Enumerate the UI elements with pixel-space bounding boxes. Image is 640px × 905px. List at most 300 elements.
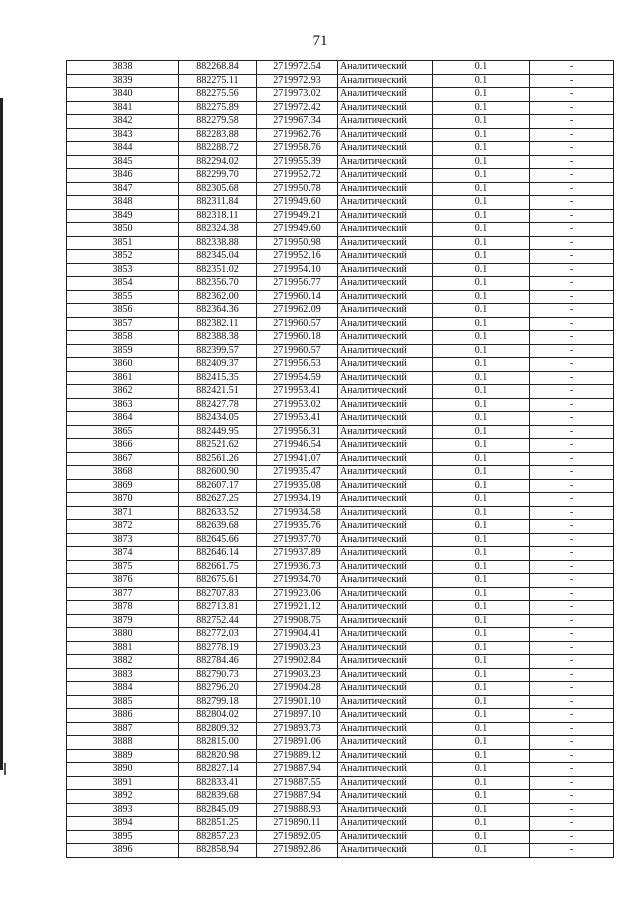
- description-cell: -: [530, 142, 614, 156]
- description-cell: -: [530, 830, 614, 844]
- description-cell: -: [530, 331, 614, 345]
- accuracy-cell: 0.1: [433, 628, 530, 642]
- accuracy-cell: 0.1: [433, 263, 530, 277]
- method-cell: Аналитический: [338, 574, 433, 588]
- point-number-cell: 3890: [67, 763, 179, 777]
- description-cell: -: [530, 223, 614, 237]
- description-cell: -: [530, 398, 614, 412]
- y-coordinate-cell: 2719923.06: [257, 587, 338, 601]
- description-cell: -: [530, 776, 614, 790]
- point-number-cell: 3838: [67, 61, 179, 75]
- table-row: [67, 223, 614, 237]
- y-coordinate-cell: 2719954.10: [257, 263, 338, 277]
- accuracy-cell: 0.1: [433, 547, 530, 561]
- table-row: [67, 709, 614, 723]
- table-row: [67, 317, 614, 331]
- table-row: [67, 331, 614, 345]
- method-cell: Аналитический: [338, 830, 433, 844]
- point-number-cell: 3876: [67, 574, 179, 588]
- point-number-cell: 3885: [67, 695, 179, 709]
- accuracy-cell: 0.1: [433, 830, 530, 844]
- y-coordinate-cell: 2719972.93: [257, 74, 338, 88]
- point-number-cell: 3888: [67, 736, 179, 750]
- y-coordinate-cell: 2719954.59: [257, 371, 338, 385]
- point-number-cell: 3886: [67, 709, 179, 723]
- method-cell: Аналитический: [338, 358, 433, 372]
- table-row: [67, 547, 614, 561]
- method-cell: Аналитический: [338, 763, 433, 777]
- accuracy-cell: 0.1: [433, 155, 530, 169]
- x-coordinate-cell: 882633.52: [179, 506, 257, 520]
- y-coordinate-cell: 2719973.02: [257, 88, 338, 102]
- description-cell: -: [530, 61, 614, 75]
- point-number-cell: 3896: [67, 844, 179, 858]
- point-number-cell: 3861: [67, 371, 179, 385]
- table-row: [67, 479, 614, 493]
- y-coordinate-cell: 2719935.47: [257, 466, 338, 480]
- x-coordinate-cell: 882345.04: [179, 250, 257, 264]
- point-number-cell: 3852: [67, 250, 179, 264]
- coordinates-table-body: [67, 61, 614, 858]
- method-cell: Аналитический: [338, 547, 433, 561]
- table-row: [67, 533, 614, 547]
- accuracy-cell: 0.1: [433, 304, 530, 318]
- point-number-cell: 3880: [67, 628, 179, 642]
- description-cell: -: [530, 803, 614, 817]
- x-coordinate-cell: 882521.62: [179, 439, 257, 453]
- y-coordinate-cell: 2719956.53: [257, 358, 338, 372]
- accuracy-cell: 0.1: [433, 574, 530, 588]
- point-number-cell: 3850: [67, 223, 179, 237]
- accuracy-cell: 0.1: [433, 803, 530, 817]
- table-row: [67, 169, 614, 183]
- x-coordinate-cell: 882409.37: [179, 358, 257, 372]
- accuracy-cell: 0.1: [433, 817, 530, 831]
- description-cell: -: [530, 236, 614, 250]
- accuracy-cell: 0.1: [433, 493, 530, 507]
- method-cell: Аналитический: [338, 182, 433, 196]
- description-cell: -: [530, 182, 614, 196]
- description-cell: -: [530, 641, 614, 655]
- accuracy-cell: 0.1: [433, 142, 530, 156]
- x-coordinate-cell: 882839.68: [179, 790, 257, 804]
- y-coordinate-cell: 2719958.76: [257, 142, 338, 156]
- method-cell: Аналитический: [338, 263, 433, 277]
- point-number-cell: 3855: [67, 290, 179, 304]
- description-cell: -: [530, 439, 614, 453]
- table-row: [67, 776, 614, 790]
- accuracy-cell: 0.1: [433, 88, 530, 102]
- method-cell: Аналитический: [338, 776, 433, 790]
- table-row: [67, 844, 614, 858]
- table-row: [67, 398, 614, 412]
- y-coordinate-cell: 2719960.57: [257, 344, 338, 358]
- description-cell: -: [530, 506, 614, 520]
- description-cell: -: [530, 169, 614, 183]
- description-cell: -: [530, 425, 614, 439]
- y-coordinate-cell: 2719972.42: [257, 101, 338, 115]
- y-coordinate-cell: 2719962.76: [257, 128, 338, 142]
- description-cell: -: [530, 668, 614, 682]
- point-number-cell: 3842: [67, 115, 179, 129]
- x-coordinate-cell: 882275.11: [179, 74, 257, 88]
- x-coordinate-cell: 882820.98: [179, 749, 257, 763]
- method-cell: Аналитический: [338, 88, 433, 102]
- table-row: [67, 817, 614, 831]
- accuracy-cell: 0.1: [433, 101, 530, 115]
- accuracy-cell: 0.1: [433, 479, 530, 493]
- point-number-cell: 3883: [67, 668, 179, 682]
- table-row: [67, 830, 614, 844]
- description-cell: -: [530, 317, 614, 331]
- y-coordinate-cell: 2719967.34: [257, 115, 338, 129]
- table-row: [67, 74, 614, 88]
- accuracy-cell: 0.1: [433, 317, 530, 331]
- description-cell: -: [530, 587, 614, 601]
- table-row: [67, 574, 614, 588]
- accuracy-cell: 0.1: [433, 182, 530, 196]
- description-cell: -: [530, 290, 614, 304]
- point-number-cell: 3859: [67, 344, 179, 358]
- accuracy-cell: 0.1: [433, 790, 530, 804]
- method-cell: Аналитический: [338, 668, 433, 682]
- accuracy-cell: 0.1: [433, 763, 530, 777]
- y-coordinate-cell: 2719887.94: [257, 790, 338, 804]
- method-cell: Аналитический: [338, 209, 433, 223]
- description-cell: -: [530, 790, 614, 804]
- y-coordinate-cell: 2719946.54: [257, 439, 338, 453]
- point-number-cell: 3882: [67, 655, 179, 669]
- table-row: [67, 466, 614, 480]
- description-cell: -: [530, 452, 614, 466]
- y-coordinate-cell: 2719953.02: [257, 398, 338, 412]
- method-cell: Аналитический: [338, 425, 433, 439]
- description-cell: -: [530, 412, 614, 426]
- x-coordinate-cell: 882804.02: [179, 709, 257, 723]
- method-cell: Аналитический: [338, 223, 433, 237]
- accuracy-cell: 0.1: [433, 61, 530, 75]
- point-number-cell: 3884: [67, 682, 179, 696]
- accuracy-cell: 0.1: [433, 709, 530, 723]
- accuracy-cell: 0.1: [433, 398, 530, 412]
- x-coordinate-cell: 882318.11: [179, 209, 257, 223]
- accuracy-cell: 0.1: [433, 682, 530, 696]
- point-number-cell: 3870: [67, 493, 179, 507]
- description-cell: -: [530, 736, 614, 750]
- scan-mark: [4, 763, 6, 775]
- point-number-cell: 3862: [67, 385, 179, 399]
- table-row: [67, 614, 614, 628]
- description-cell: -: [530, 209, 614, 223]
- method-cell: Аналитический: [338, 655, 433, 669]
- x-coordinate-cell: 882305.68: [179, 182, 257, 196]
- y-coordinate-cell: 2719908.75: [257, 614, 338, 628]
- point-number-cell: 3867: [67, 452, 179, 466]
- point-number-cell: 3846: [67, 169, 179, 183]
- x-coordinate-cell: 882833.41: [179, 776, 257, 790]
- method-cell: Аналитический: [338, 722, 433, 736]
- method-cell: Аналитический: [338, 844, 433, 858]
- y-coordinate-cell: 2719887.55: [257, 776, 338, 790]
- x-coordinate-cell: 882427.78: [179, 398, 257, 412]
- description-cell: -: [530, 466, 614, 480]
- method-cell: Аналитический: [338, 817, 433, 831]
- point-number-cell: 3889: [67, 749, 179, 763]
- method-cell: Аналитический: [338, 128, 433, 142]
- point-number-cell: 3894: [67, 817, 179, 831]
- y-coordinate-cell: 2719960.14: [257, 290, 338, 304]
- description-cell: -: [530, 533, 614, 547]
- method-cell: Аналитический: [338, 344, 433, 358]
- table-row: [67, 695, 614, 709]
- method-cell: Аналитический: [338, 290, 433, 304]
- method-cell: Аналитический: [338, 304, 433, 318]
- description-cell: -: [530, 371, 614, 385]
- table-row: [67, 493, 614, 507]
- x-coordinate-cell: 882283.88: [179, 128, 257, 142]
- accuracy-cell: 0.1: [433, 749, 530, 763]
- table-row: [67, 736, 614, 750]
- accuracy-cell: 0.1: [433, 695, 530, 709]
- x-coordinate-cell: 882275.56: [179, 88, 257, 102]
- y-coordinate-cell: 2719892.86: [257, 844, 338, 858]
- accuracy-cell: 0.1: [433, 601, 530, 615]
- x-coordinate-cell: 882338.88: [179, 236, 257, 250]
- method-cell: Аналитический: [338, 115, 433, 129]
- description-cell: -: [530, 655, 614, 669]
- x-coordinate-cell: 882809.32: [179, 722, 257, 736]
- point-number-cell: 3878: [67, 601, 179, 615]
- point-number-cell: 3839: [67, 74, 179, 88]
- method-cell: Аналитический: [338, 520, 433, 534]
- table-row: [67, 641, 614, 655]
- y-coordinate-cell: 2719891.06: [257, 736, 338, 750]
- table-row: [67, 155, 614, 169]
- table-row: [67, 560, 614, 574]
- point-number-cell: 3875: [67, 560, 179, 574]
- method-cell: Аналитический: [338, 101, 433, 115]
- x-coordinate-cell: 882827.14: [179, 763, 257, 777]
- point-number-cell: 3849: [67, 209, 179, 223]
- y-coordinate-cell: 2719892.05: [257, 830, 338, 844]
- method-cell: Аналитический: [338, 155, 433, 169]
- y-coordinate-cell: 2719956.31: [257, 425, 338, 439]
- y-coordinate-cell: 2719889.12: [257, 749, 338, 763]
- method-cell: Аналитический: [338, 479, 433, 493]
- y-coordinate-cell: 2719960.18: [257, 331, 338, 345]
- x-coordinate-cell: 882399.57: [179, 344, 257, 358]
- x-coordinate-cell: 882772.03: [179, 628, 257, 642]
- point-number-cell: 3841: [67, 101, 179, 115]
- table-row: [67, 506, 614, 520]
- x-coordinate-cell: 882713.81: [179, 601, 257, 615]
- description-cell: -: [530, 520, 614, 534]
- x-coordinate-cell: 882646.14: [179, 547, 257, 561]
- y-coordinate-cell: 2719935.76: [257, 520, 338, 534]
- accuracy-cell: 0.1: [433, 331, 530, 345]
- description-cell: -: [530, 128, 614, 142]
- point-number-cell: 3887: [67, 722, 179, 736]
- point-number-cell: 3847: [67, 182, 179, 196]
- point-number-cell: 3869: [67, 479, 179, 493]
- y-coordinate-cell: 2719972.54: [257, 61, 338, 75]
- description-cell: -: [530, 155, 614, 169]
- method-cell: Аналитический: [338, 331, 433, 345]
- x-coordinate-cell: 882661.75: [179, 560, 257, 574]
- accuracy-cell: 0.1: [433, 277, 530, 291]
- table-row: [67, 88, 614, 102]
- table-row: [67, 803, 614, 817]
- table-row: [67, 520, 614, 534]
- table-row: [67, 371, 614, 385]
- x-coordinate-cell: 882324.38: [179, 223, 257, 237]
- point-number-cell: 3881: [67, 641, 179, 655]
- table-row: [67, 61, 614, 75]
- accuracy-cell: 0.1: [433, 520, 530, 534]
- x-coordinate-cell: 882627.25: [179, 493, 257, 507]
- y-coordinate-cell: 2719941.07: [257, 452, 338, 466]
- method-cell: Аналитический: [338, 250, 433, 264]
- table-row: [67, 722, 614, 736]
- y-coordinate-cell: 2719953.41: [257, 385, 338, 399]
- description-cell: -: [530, 115, 614, 129]
- accuracy-cell: 0.1: [433, 466, 530, 480]
- accuracy-cell: 0.1: [433, 587, 530, 601]
- description-cell: -: [530, 628, 614, 642]
- accuracy-cell: 0.1: [433, 614, 530, 628]
- method-cell: Аналитический: [338, 196, 433, 210]
- y-coordinate-cell: 2719960.57: [257, 317, 338, 331]
- y-coordinate-cell: 2719950.98: [257, 236, 338, 250]
- table-row: [67, 344, 614, 358]
- method-cell: Аналитический: [338, 371, 433, 385]
- description-cell: -: [530, 749, 614, 763]
- x-coordinate-cell: 882268.84: [179, 61, 257, 75]
- point-number-cell: 3854: [67, 277, 179, 291]
- x-coordinate-cell: 882275.89: [179, 101, 257, 115]
- x-coordinate-cell: 882639.68: [179, 520, 257, 534]
- method-cell: Аналитический: [338, 385, 433, 399]
- accuracy-cell: 0.1: [433, 74, 530, 88]
- y-coordinate-cell: 2719897.10: [257, 709, 338, 723]
- accuracy-cell: 0.1: [433, 560, 530, 574]
- table-row: [67, 277, 614, 291]
- method-cell: Аналитический: [338, 749, 433, 763]
- point-number-cell: 3893: [67, 803, 179, 817]
- accuracy-cell: 0.1: [433, 736, 530, 750]
- description-cell: -: [530, 763, 614, 777]
- accuracy-cell: 0.1: [433, 169, 530, 183]
- accuracy-cell: 0.1: [433, 412, 530, 426]
- method-cell: Аналитический: [338, 493, 433, 507]
- x-coordinate-cell: 882288.72: [179, 142, 257, 156]
- method-cell: Аналитический: [338, 641, 433, 655]
- method-cell: Аналитический: [338, 790, 433, 804]
- point-number-cell: 3866: [67, 439, 179, 453]
- table-row: [67, 452, 614, 466]
- accuracy-cell: 0.1: [433, 776, 530, 790]
- point-number-cell: 3872: [67, 520, 179, 534]
- method-cell: Аналитический: [338, 61, 433, 75]
- x-coordinate-cell: 882362.00: [179, 290, 257, 304]
- table-row: [67, 250, 614, 264]
- y-coordinate-cell: 2719893.73: [257, 722, 338, 736]
- method-cell: Аналитический: [338, 169, 433, 183]
- accuracy-cell: 0.1: [433, 344, 530, 358]
- accuracy-cell: 0.1: [433, 844, 530, 858]
- description-cell: -: [530, 358, 614, 372]
- table-row: [67, 142, 614, 156]
- y-coordinate-cell: 2719952.72: [257, 169, 338, 183]
- description-cell: -: [530, 101, 614, 115]
- x-coordinate-cell: 882851.25: [179, 817, 257, 831]
- description-cell: -: [530, 695, 614, 709]
- y-coordinate-cell: 2719934.58: [257, 506, 338, 520]
- coordinates-table: [66, 60, 614, 858]
- accuracy-cell: 0.1: [433, 385, 530, 399]
- point-number-cell: 3879: [67, 614, 179, 628]
- method-cell: Аналитический: [338, 628, 433, 642]
- x-coordinate-cell: 882382.11: [179, 317, 257, 331]
- table-row: [67, 749, 614, 763]
- description-cell: -: [530, 344, 614, 358]
- method-cell: Аналитический: [338, 601, 433, 615]
- method-cell: Аналитический: [338, 682, 433, 696]
- table-row: [67, 763, 614, 777]
- x-coordinate-cell: 882421.51: [179, 385, 257, 399]
- description-cell: -: [530, 682, 614, 696]
- method-cell: Аналитический: [338, 695, 433, 709]
- y-coordinate-cell: 2719887.94: [257, 763, 338, 777]
- point-number-cell: 3844: [67, 142, 179, 156]
- point-number-cell: 3856: [67, 304, 179, 318]
- page-number: 71: [312, 33, 328, 49]
- table-row: [67, 412, 614, 426]
- description-cell: -: [530, 817, 614, 831]
- method-cell: Аналитический: [338, 803, 433, 817]
- y-coordinate-cell: 2719904.28: [257, 682, 338, 696]
- x-coordinate-cell: 882388.38: [179, 331, 257, 345]
- method-cell: Аналитический: [338, 560, 433, 574]
- x-coordinate-cell: 882778.19: [179, 641, 257, 655]
- table-row: [67, 385, 614, 399]
- y-coordinate-cell: 2719904.41: [257, 628, 338, 642]
- table-row: [67, 668, 614, 682]
- point-number-cell: 3871: [67, 506, 179, 520]
- x-coordinate-cell: 882356.70: [179, 277, 257, 291]
- x-coordinate-cell: 882858.94: [179, 844, 257, 858]
- description-cell: -: [530, 196, 614, 210]
- x-coordinate-cell: 882784.46: [179, 655, 257, 669]
- table-row: [67, 115, 614, 129]
- margin-line: [0, 98, 3, 770]
- description-cell: -: [530, 574, 614, 588]
- y-coordinate-cell: 2719949.60: [257, 223, 338, 237]
- method-cell: Аналитический: [338, 142, 433, 156]
- table-row: [67, 790, 614, 804]
- table-row: [67, 655, 614, 669]
- y-coordinate-cell: 2719936.73: [257, 560, 338, 574]
- table-row: [67, 209, 614, 223]
- point-number-cell: 3857: [67, 317, 179, 331]
- method-cell: Аналитический: [338, 412, 433, 426]
- accuracy-cell: 0.1: [433, 668, 530, 682]
- table-row: [67, 628, 614, 642]
- x-coordinate-cell: 882600.90: [179, 466, 257, 480]
- y-coordinate-cell: 2719935.08: [257, 479, 338, 493]
- accuracy-cell: 0.1: [433, 655, 530, 669]
- method-cell: Аналитический: [338, 452, 433, 466]
